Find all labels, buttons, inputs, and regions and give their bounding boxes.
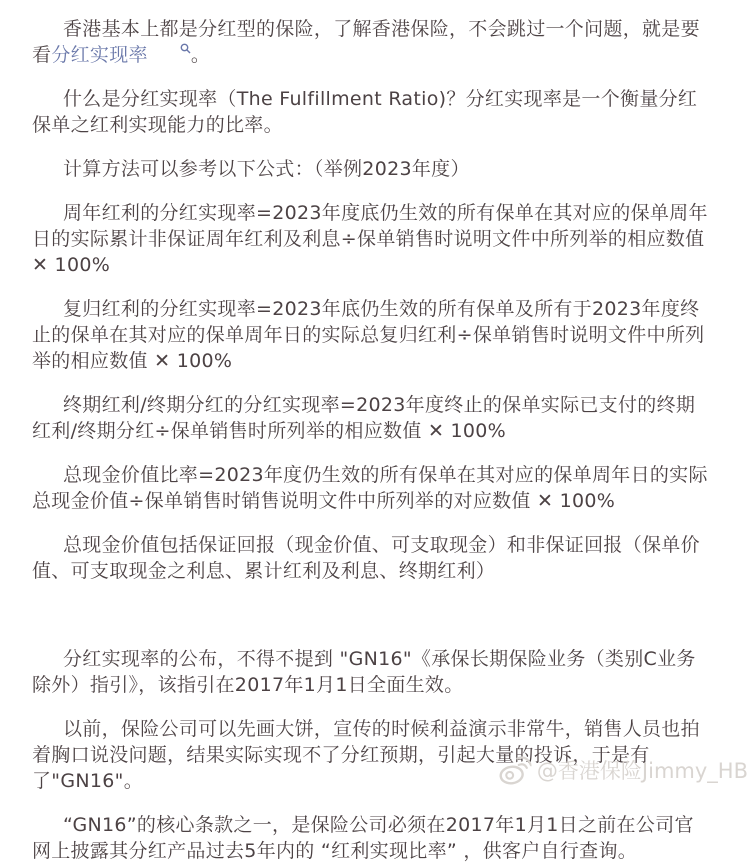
paragraph: 计算方法可以参考以下公式：（举例2023年度）: [63, 158, 470, 180]
paragraph: 以前，保险公司可以先画大饼，宣传的时候利益演示非常牛，销售人员也拍着胸口说没问题，结果实际实现不了分红预期，引起大量的投诉，于是有了"GN16"。: [32, 718, 700, 792]
paragraph: 分红实现率的公布，不得不提到 "GN16"《承保长期保险业务（类别C业务除外）指引》，该指引在2017年1月1日全面生效。: [32, 648, 696, 696]
paragraph: “GN16”的核心条款之一，是保险公司必须在2017年1月1日之前在公司官网上披露其分红产品过去5年内的 “红利实现比率” ，供客户自行查询。: [32, 814, 694, 862]
paragraph: 终期红利/终期分红的分红实现率=2023年度终止的保单实际已支付的终期红利/终期分红÷保单销售时所列举的相应数值 ✕ 100%: [32, 394, 696, 442]
watermark-handle: @香港保险Jimmy_HB: [536, 759, 748, 783]
paragraph: 复归红利的分红实现率=2023年底仍生效的所有保单及所有于2023年度终止的保单在其对应的保单周年日的实际总复归红利÷保单销售时说明文件中所列举的相应数值 ✕ 100%: [32, 298, 705, 372]
paragraph: 什么是分红实现率（The Fulfillment Ratio)？分红实现率是一个衡量分红保单之红利实现能力的比率。: [32, 88, 698, 136]
search-icon: [149, 43, 191, 54]
link-text: 分红实现率: [51, 44, 148, 66]
paragraph-text: 香港基本上都是分红型的保险，了解香港保险，不会跳过一个问题，就是要看: [32, 18, 700, 66]
paragraph: 总现金价值比率=2023年度仍生效的所有保单在其对应的保单周年日的实际总现金价值÷保单销售时销售说明文件中所列举的对应数值 ✕ 100%: [32, 464, 708, 512]
paragraph: [32, 16, 713, 68]
paragraph: 总现金价值包括保证回报（现金价值、可支取现金）和非保证回报（保单价值、可支取现金之利息、累计红利及利息、终期红利）: [32, 534, 700, 582]
paragraph-spacer: [32, 602, 713, 628]
dividend-fulfillment-ratio-link[interactable]: [51, 44, 191, 66]
paragraph-text-suffix: 。: [190, 44, 211, 66]
paragraph: 周年红利的分红实现率=2023年度底仍生效的所有保单在其对应的保单周年日的实际累计非保证周年红利及利息÷保单销售时说明文件中所列举的相应数值 ✕ 100%: [32, 202, 708, 276]
